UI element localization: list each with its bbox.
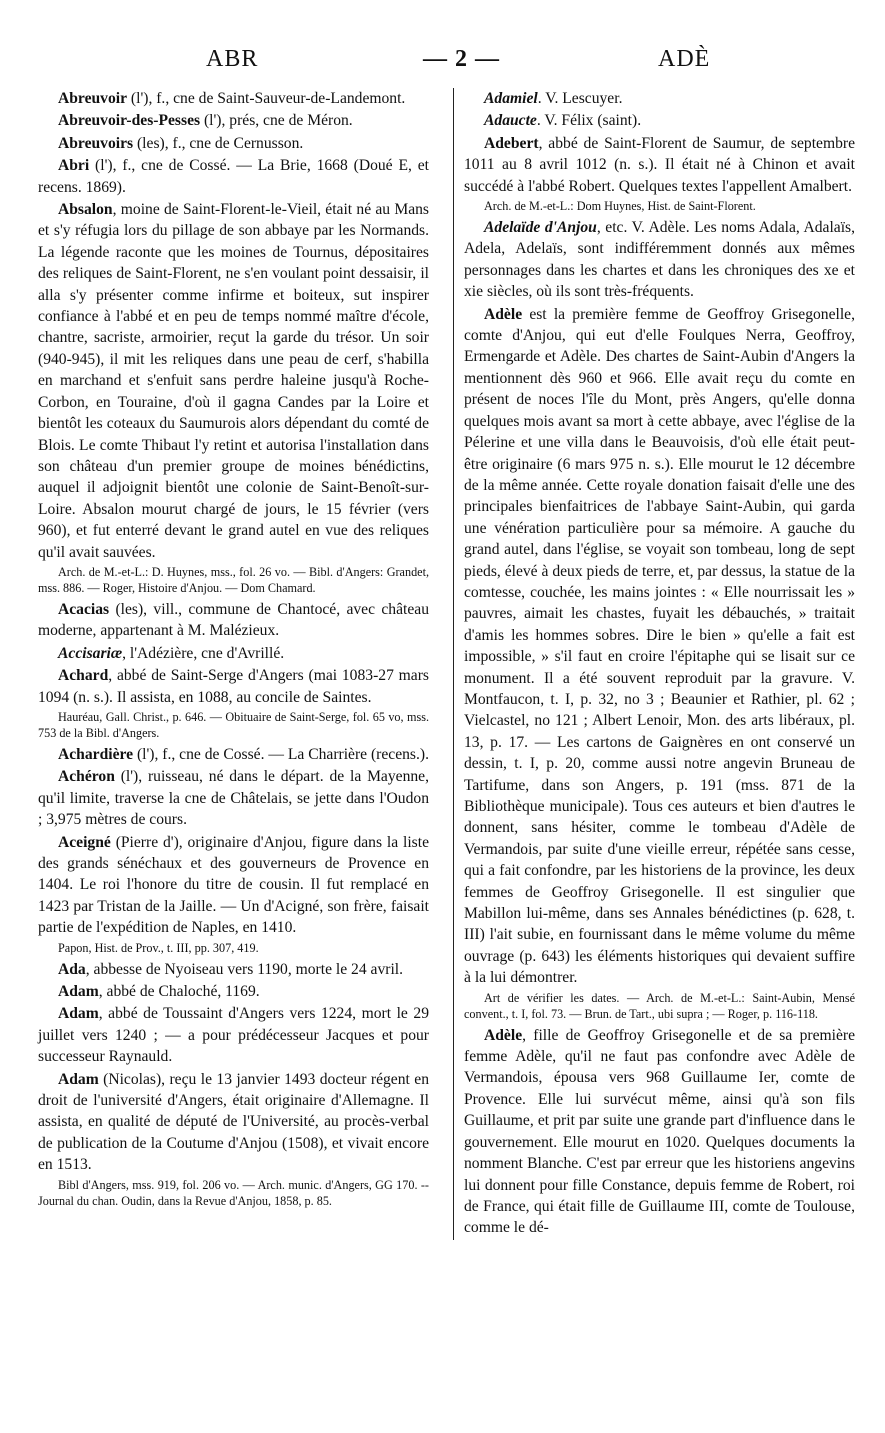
left-column xyxy=(38,88,429,1240)
entry-text: (les), vill., commune de Chantocé, avec château moderne, appartenant à M. Malézieux. xyxy=(38,600,429,640)
dictionary-entry xyxy=(38,133,429,154)
dictionary-entry xyxy=(38,766,429,830)
entry-text: , fille de Geoffroy Grisegonelle et de sa première femme Adèle, qu'il ne faut pas confondre avec Adèle de Vermandois, épousa vers 968 Guillaume Ier, comte de Provence. Elle lui survécut même, ainsi qu'à son fils Guillaume, et prit par suite une grande part d'influence dans le gouvernement. Elle mourut en 1020. Quelques documents la nomment Blanche. C'est par erreur que les historiens angevins lui donnent pour fille Constance, depuis femme de Robert, roi de France, qui était fille de Guillaume III, comte de Toulouse, comme le dé- xyxy=(464,1026,855,1237)
running-header xyxy=(38,38,855,88)
dictionary-entry xyxy=(38,959,429,980)
header-right: ADÈ xyxy=(658,46,711,72)
dictionary-entry xyxy=(38,832,429,939)
entry-headword: Adèle xyxy=(484,1026,523,1044)
header-left: ABR xyxy=(206,46,259,72)
two-column-body xyxy=(38,88,855,1240)
entry-text: , abbesse de Nyoiseau vers 1190, morte le 24 avril. xyxy=(85,960,404,978)
page-number: — 2 — xyxy=(423,46,500,72)
entry-headword: Abri xyxy=(58,157,90,175)
dictionary-entry xyxy=(464,133,855,197)
entry-reference: Bibl d'Angers, mss. 919, fol. 206 vo. — Arch. munic. d'Angers, GG 170. -- Journal du chan. Oudin, dans la Revue d'Anjou, 1858, p. 85. xyxy=(38,1177,429,1208)
entry-reference: Arch. de M.-et-L.: D. Huynes, mss., fol. 26 vo. — Bibl. d'Angers: Grandet, mss. 886. — Roger, Histoire d'Anjou. — Dom Chamard. xyxy=(38,564,429,595)
entry-reference: Papon, Hist. de Prov., t. III, pp. 307, 419. xyxy=(58,940,259,955)
dictionary-entry xyxy=(38,643,429,664)
dictionary-entry xyxy=(38,88,429,109)
dictionary-entry xyxy=(38,744,429,765)
entry-headword: Acacias xyxy=(58,600,110,618)
dictionary-entry xyxy=(38,1069,429,1176)
entry-headword: Abreuvoir xyxy=(58,90,128,107)
dictionary-entry xyxy=(464,217,855,303)
entry-text: , l'Adézière, cne d'Avrillé. xyxy=(122,644,285,662)
entry-headword: Achéron xyxy=(58,768,115,786)
entry-headword: Absalon xyxy=(58,201,113,219)
entry-text: (l'), ruisseau, né dans le départ. de la Mayenne, qu'il limite, traverse la cne de Châtelais, se jette dans l'Oudon ; 3,975 mètres de cours. xyxy=(38,768,429,829)
dictionary-entry xyxy=(38,155,429,198)
entry-headword: Adaucte xyxy=(484,112,537,130)
entry-headword: Abreuvoirs xyxy=(58,134,134,152)
entry-text: , abbé de Saint-Florent de Saumur, de septembre 1011 au 8 avril 1012 (n. s.). Il était né à Chinon et avait succédé à l'abbé Robert. Quelques textes l'appellent Amalbert. xyxy=(464,134,855,195)
entry-headword: Adamiel xyxy=(484,90,538,107)
entry-text: , abbé de Chaloché, 1169. xyxy=(98,983,260,1001)
dictionary-entry xyxy=(38,199,429,563)
dictionary-entry xyxy=(464,304,855,989)
entry-headword: Adam xyxy=(58,1005,99,1023)
entry-text: . V. Lescuyer. xyxy=(537,90,623,107)
entry-text: , moine de Saint-Florent-le-Vieil, était né au Mans et s'y réfugia lors du pillage de son abbaye par les Normands. La légende raconte que les moines de Tournus, dépositaires des reliques de Saint-Florent, ne s'en voulant point dessaisir, il alla s'y présenter comme infirme et boiteux, sut inspirer confiance à l'abbé et en peu de temps nommé maître d'école, chantre, sacriste, armoirier, reçut la garde du trésor. Un soir (940-945), il mit les reliques dans une peau de cerf, s'habilla en marchand et s'enfuit sans perdre haleine jusqu'à Roche-Corbon, en Touraine, d'où il gagna Candes par la Loire et bientôt les coteaux du Saumurois alors dépendant du comté de Blois. Le comte Thibaut l'y retint et autorisa l'installation dans son château d'un premier groupe de moines bénédictins, auquel il adjoignit bientôt une colonie de Saint-Benoît-sur-Loire. Absalon mourut chargé de jours, le 15 février (vers 960), et fut enterré devant le grand autel en vue des reliques qu'il avait sauvées. xyxy=(38,201,429,561)
dictionary-entry xyxy=(38,1003,429,1067)
dictionary-entry xyxy=(464,110,855,131)
entry-text: (Pierre d'), originaire d'Anjou, figure dans la liste des grands sénéchaux et des gouverneurs de Provence en 1404. Le roi l'honore du titre de cousin. Il fut remplacé en 1423 par Tristan de la Jaille. — Un d'Acigné, son frère, faisait partie de l'expédition de Naples, en 1410. xyxy=(38,833,429,937)
entry-reference: Arch. de M.-et-L.: Dom Huynes, Hist. de Saint-Florent. xyxy=(484,199,756,214)
entry-text: (l'), f., cne de Cossé. — La Brie, 1668 (Doué E, et recens. 1869). xyxy=(38,157,429,196)
entry-headword: Achardière xyxy=(58,745,134,763)
entry-headword: Adelaïde d'Anjou xyxy=(484,219,597,237)
entry-reference: Hauréau, Gall. Christ., p. 646. — Obituaire de Saint-Serge, fol. 65 vo, mss. 753 de la Bibl. d'Angers. xyxy=(38,709,429,740)
dictionary-entry xyxy=(38,599,429,642)
entry-headword: Abreuvoir-des-Pesses xyxy=(58,112,201,130)
entry-text: est la première femme de Geoffroy Grisegonelle, comte d'Anjou, qui eut d'elle Foulques Nerra, Geoffroy, Ermengarde et Adèle. Des chartes de Saint-Aubin d'Angers la mentionnent dès 960 et 966. Elle avait reçu du comte en présent de noces l'île du Mont, près Angers, qu'elle donna quelques mois avant sa mort à cette abbaye, avec l'église de la Pélerine et une villa dans le Beauvoisis, d'où elle était peut-être originaire (6 mars 975 n. s.). Elle mourut le 12 décembre de la même année. Cette royale donation faisait d'elle une des principales bienfaitrices de l'abbaye Saint-Aubin, qui garda une vénération particulière pour sa mémoire. A gauche du grand autel, dans l'église, se voyait son tombeau, long de sept pieds, élevé à deux pieds de terre, et, par dessus, la statue de la comtesse, couchée, les mains jointes : « Elle nourrissait les » pauvres, aimait les chastes, fuyait les débauchés, » traitait d'amis les hommes sobres. Dire le bien » qu'elle a fait est impossible, » s'il faut en croire l'épitaphe qui se lisait sur ce monument. Il a été souvent reproduit par la gravure. V. Montfaucon, t. I, p. 32, no 3 ; Beaunier et Rathier, pl. 62 ; Vielcastel, no 121 ; Albert Lenoir, Mon. des arts libéraux, pl. 13, p. 17. — Les cartons de Gaignères en ont conservé un dessin, t. I, p. 20, comme aussi notre angevin Bruneau de Tartifume, dans son Angers, p. 191 (mss. 871 de la Bibliothèque municipale). Tous ces auteurs et bien d'autres le donnent, sans hésiter, comme le tombeau d'Adèle de Vermandois, par suite d'une vieille erreur, répétée sans cesse, qui a fait confondre, par les historiens de la province, les deux femmes de Geoffroy Grisegonelle. Il est singulier que Mabillon lui-même, dans ses Annales bénédictines (p. 628, t. III) l'ait subie, en fournissant dans le même volume du même ouvrage (p. 643) les éléments historiques qui devaient suffire à la lui démontrer. xyxy=(464,305,855,987)
entry-headword: Achard xyxy=(58,667,109,685)
entry-headword: Ada xyxy=(58,960,86,978)
dictionary-entry xyxy=(38,665,429,708)
entry-text: (l'), f., cne de Saint-Sauveur-de-Landemont. xyxy=(127,90,406,107)
entry-text: (l'), prés, cne de Méron. xyxy=(200,112,353,130)
entry-headword: Adèle xyxy=(484,305,523,323)
entry-headword: Adam xyxy=(58,1070,99,1088)
dictionary-entry xyxy=(38,110,429,131)
right-column xyxy=(453,88,855,1240)
entry-headword: Accisariæ xyxy=(58,644,123,662)
entry-text: (Nicolas), reçu le 13 janvier 1493 docteur régent en droit de l'université d'Angers, était originaire d'Allemagne. Il assista, en qualité de député de l'Université, au procès-verbal de publication de la Coutume d'Anjou (1508), et vivait encore en 1513. xyxy=(38,1070,429,1174)
dictionary-entry xyxy=(464,1025,855,1239)
entry-text: . V. Félix (saint). xyxy=(536,112,642,130)
entry-text: , abbé de Saint-Serge d'Angers (mai 1083-27 mars 1094 (n. s.). Il assista, en 1088, au concile de Saintes. xyxy=(38,667,429,706)
entry-headword: Aceigné xyxy=(58,833,111,851)
dictionary-entry xyxy=(38,981,429,1002)
entry-reference: Art de vérifier les dates. — Arch. de M.-et-L.: Saint-Aubin, Mensé convent., t. I, fol. 73. — Brun. de Tart., ubi supra ; — Roger, p. 116-118. xyxy=(464,990,855,1021)
entry-text: , abbé de Toussaint d'Angers vers 1224, mort le 29 juillet vers 1240 ; — a pour prédécesseur Jacques et pour successeur Raynauld. xyxy=(38,1005,429,1066)
dictionary-entry xyxy=(464,88,855,109)
entry-text: (l'), f., cne de Cossé. — La Charrière (recens.). xyxy=(133,745,429,763)
entry-headword: Adebert xyxy=(484,134,539,152)
entry-headword: Adam xyxy=(58,983,99,1001)
entry-text: , etc. V. Adèle. Les noms Adala, Adalaïs, Adela, Adelaïs, sont indifféremment donnés aux mêmes personnages dans les chartes et dans les chroniques des xe et xie siècles, où ils sont très-fréquents. xyxy=(464,219,856,301)
entry-text: (les), f., cne de Cernusson. xyxy=(133,134,304,152)
